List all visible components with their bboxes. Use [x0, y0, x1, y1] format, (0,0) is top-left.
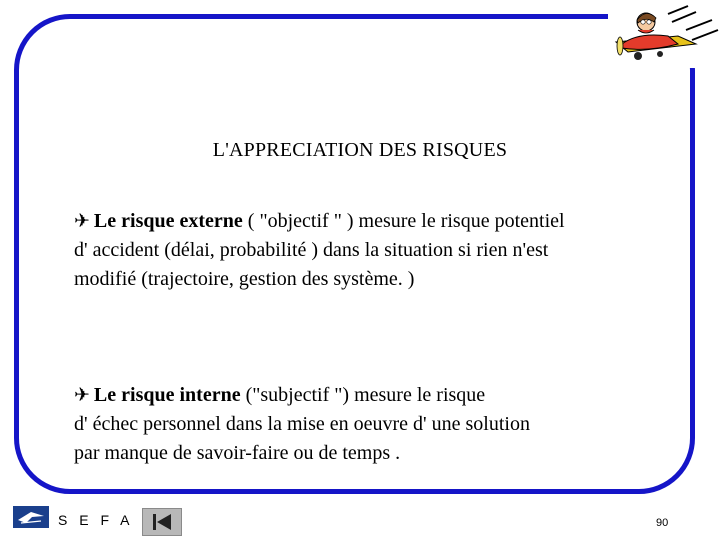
slide-title: L'APPRECIATION DES RISQUES — [212, 139, 508, 161]
paragraph-external-risk — [74, 207, 674, 294]
paragraph-line: par manque de savoir-faire ou de temps . — [74, 442, 401, 464]
paragraph-lead: Le risque externe — [93, 210, 243, 232]
paragraph-line: modifié (trajectoire, gestion des système. ) — [74, 268, 415, 290]
plane-bullet-icon: ✈ — [74, 385, 90, 406]
paragraph-line — [74, 381, 674, 410]
brand-label: S E F A — [58, 512, 134, 528]
sefa-logo-icon — [13, 506, 49, 528]
first-slide-icon — [143, 509, 181, 535]
paragraph-text: ( "objectif " ) mesure le risque potentiel — [242, 210, 565, 232]
first-slide-button[interactable] — [142, 508, 182, 536]
paragraph-line — [74, 207, 674, 236]
paragraph-line: d' échec personnel dans la mise en oeuvre d' une solution — [74, 413, 530, 435]
pilot-mascot-icon — [608, 0, 720, 68]
paragraph-lead: Le risque interne — [93, 384, 241, 406]
page-number: 90 — [656, 517, 669, 529]
plane-bullet-icon: ✈ — [74, 211, 90, 232]
paragraph-text: ("subjectif ") mesure le risque — [240, 384, 486, 406]
paragraph-internal-risk — [74, 381, 674, 468]
paragraph-line: d' accident (délai, probabilité ) dans la situation si rien n'est — [74, 239, 549, 261]
